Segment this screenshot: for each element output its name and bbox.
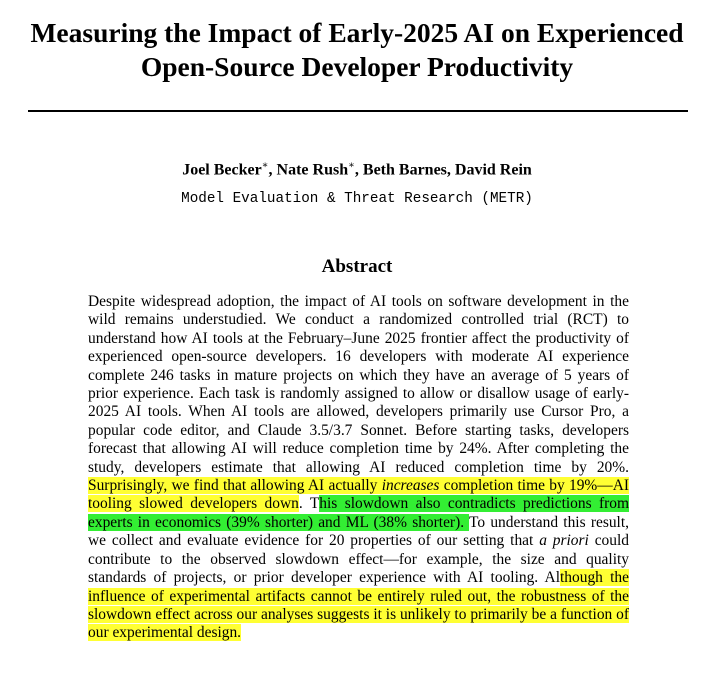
equal-contribution-mark: ∗ bbox=[348, 160, 355, 171]
equal-contribution-mark: ∗ bbox=[261, 160, 269, 171]
abstract-text: Despite widespread adoption, the impact of AI tools on software development in the wild remains understudied. We conduct a randomized controlled trial (RCT) to understand how AI tools at the February–June 2025 frontier affect the productivity of experienced open-source developers. 16 developers with moderate AI experience complete 246 tasks in mature projects on which they have an average of 5 years of prior experience. Each task is randomly assigned to allow or disallow usage of early-2025 AI tools. When AI tools are allowed, developers primarily use Cursor Pro, a popular code editor, and Claude 3.5/3.7 Sonnet. Before starting tasks, developers forecast that allowing AI will reduce completion time by 24%. After completing the study, developers estimate that allowing AI reduced completion time by 20%. bbox=[88, 293, 629, 476]
abstract-text: Surprisingly, we find that allowing AI actually bbox=[88, 477, 382, 495]
author-name: David Rein bbox=[454, 161, 532, 179]
author-name: Beth Barnes bbox=[362, 161, 447, 179]
paper-title: Measuring the Impact of Early-2025 AI on Experienced Open-Source Developer Productivity bbox=[30, 17, 684, 82]
emphasis-text: a priori bbox=[539, 532, 589, 550]
abstract-text: To understand this result, we collect and evaluate evidence for 20 properties of our setting that bbox=[88, 513, 629, 550]
author-list: Joel Becker∗, Nate Rush∗, Beth Barnes, David Rein bbox=[182, 160, 532, 179]
abstract-text: . T bbox=[298, 495, 320, 513]
title-rule bbox=[28, 110, 688, 112]
affiliation: Model Evaluation & Threat Research (METR) bbox=[181, 191, 533, 207]
abstract-heading: Abstract bbox=[321, 256, 393, 277]
abstract-text: completion time by 19%—AI tooling slowed developers down bbox=[88, 477, 630, 513]
emphasis-text: increases bbox=[381, 477, 440, 495]
author-name: Joel Becker bbox=[182, 161, 262, 179]
highlight-green: his slowdown also contradicts predictions from experts in economics (39% shorter) and ML (38% shorter). bbox=[88, 495, 630, 531]
abstract-text: could contribute to the observed slowdown effect—for example, the size and quality standards of projects, or prior developer experience with AI tooling. Al bbox=[88, 532, 630, 587]
highlight-yellow: though the influence of experimental artifacts cannot be entirely ruled out, the robustness of the slowdown effect across our analyses suggests it is unlikely to primarily be a function of our experimental design. bbox=[88, 569, 629, 642]
author-name: Nate Rush bbox=[276, 161, 349, 179]
abstract-body bbox=[88, 293, 629, 643]
